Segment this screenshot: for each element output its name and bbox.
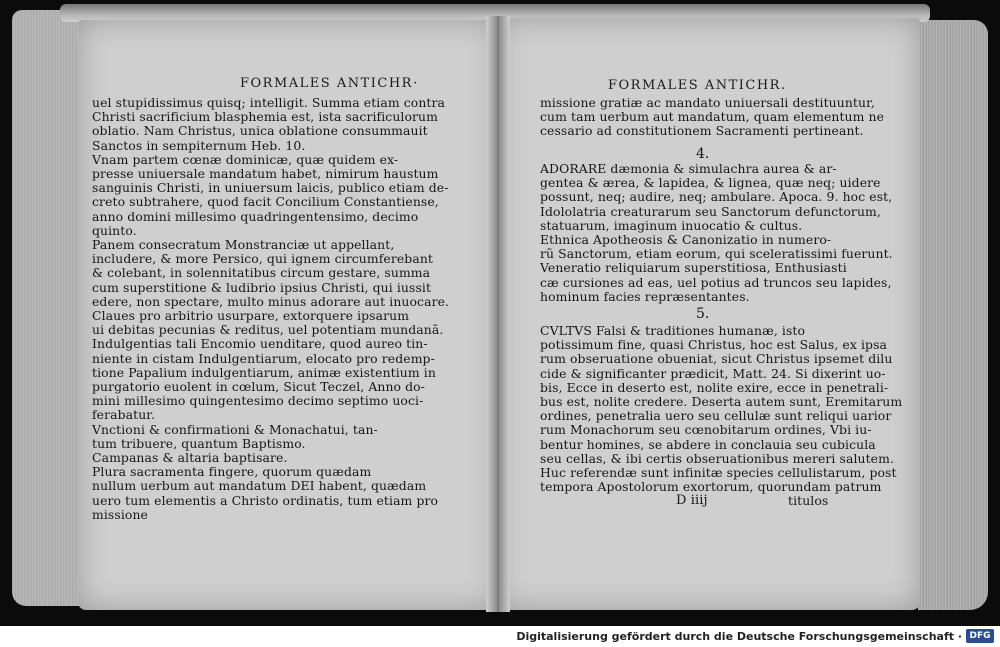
left-page-line: Claues pro arbitrio usurpare, extorquere ipsarum	[92, 309, 410, 324]
section-5-line: rum obseruatione obueniat, sicut Christus ipsemet dilu	[540, 352, 893, 367]
left-page-line: edere, non spectare, multo minus adorare aut inuocare.	[92, 294, 450, 309]
left-page-text	[92, 96, 470, 522]
section-5-line: bus est, nolite credere. Deserta autem sunt, Eremitarum	[540, 395, 903, 410]
section-number-4: 4.	[696, 146, 710, 162]
funding-credit: Digitalisierung gefördert durch die Deutsche Forschungsgemeinschaft ·	[516, 630, 962, 643]
left-page-line: mini millesimo quingentesimo decimo septimo uoci-	[92, 394, 424, 409]
left-page-line: missione	[92, 507, 148, 522]
signature-mark: D iiij	[676, 493, 708, 508]
section-4-line: cæ cursiones ad eas, uel potius ad truncos seu lapides,	[540, 275, 892, 290]
section-5-line: bis, Ecce in deserto est, nolite exire, ecce in penetrali-	[540, 380, 889, 395]
left-page-line: ferabatur.	[92, 408, 156, 423]
section-5-line: ordines, penetralia uero seu cellulæ sunt reliqui uarior	[540, 409, 892, 424]
left-page-line: Vnam partem cœnæ dominicæ, quæ quidem ex-	[92, 152, 399, 167]
left-page-line: quinto.	[92, 223, 137, 238]
section-number-5: 5.	[696, 306, 710, 322]
section-4-line: statuarum, imaginum inuocatio & cultus.	[540, 218, 803, 233]
left-page-edges	[12, 10, 82, 606]
section-5-line: CVLTVS Falsi & traditiones humanæ, isto	[540, 324, 806, 338]
left-running-head: FORMALES ANTICHR·	[240, 76, 419, 91]
left-page-line: anno domini millesimo quadringentensimo, decimo	[92, 209, 419, 224]
section-4-line: possunt, neq; audire, neq; ambulare. Apoca. 9. hoc est,	[540, 190, 893, 205]
left-page-line: purgatorio euolent in cœlum, Sicut Teczel, Anno do-	[92, 380, 426, 395]
left-page-line: uero tum elementis a Christo ordinatis, tum etiam pro	[92, 493, 439, 508]
left-page-line: oblatio. Nam Christus, unica oblatione consummauit	[92, 124, 428, 139]
section-5-line: seu cellas, & ibi certis obseruationibus mereri salutem.	[540, 451, 895, 466]
right-page-text-top	[540, 96, 912, 139]
section-4-line: rũ Sanctorum, etiam eorum, qui sceleratissimi fuerunt.	[540, 247, 893, 262]
right-running-head: FORMALES ANTICHR.	[608, 78, 787, 93]
left-page-line: tum tribuere, quantum Baptismo.	[92, 436, 306, 451]
left-page-line: & colebant, in solennitatibus circum gestare, summa	[92, 266, 431, 281]
right-page-line: cum tam uerbum aut mandatum, quam elementum ne	[540, 110, 885, 125]
section-5-line: tempora Apostolorum exortorum, quorundam patrum	[540, 480, 882, 495]
section-4-line: Idololatria creaturarum seu Sanctorum defunctorum,	[540, 204, 881, 219]
left-page-line: niente in cistam Indulgentiarum, elocato pro redemp-	[92, 351, 435, 366]
section-4-line: Veneratio reliquiarum superstitiosa, Enthusiasti	[540, 261, 847, 276]
section-5-line: rum Monachorum seu cœnobitarum ordines, Vbi iu-	[540, 423, 872, 438]
section-5-line: Huc referendæ sunt infinitæ species cellulistarum, post	[540, 466, 897, 481]
section-5-line: potissimum fine, quasi Christus, hoc est Salus, ex ipsa	[540, 338, 888, 353]
section-4-line: gentea & ærea, & lapidea, & lignea, quæ neq; uidere	[540, 176, 881, 191]
footer-bar	[0, 626, 1000, 647]
left-page-line: uel stupidissimus quisq; intelligit. Summa etiam contra	[92, 96, 446, 110]
left-page-line: Christi sacrificium blasphemia est, ista sacrificulorum	[92, 110, 438, 125]
right-page-edges	[918, 20, 988, 610]
left-page-line: includere, & more Persico, qui ignem circumferebant	[92, 252, 433, 267]
section-4-line: ADORARE dæmonia & simulachra aurea & ar-	[540, 162, 837, 176]
section-5-line: cide & significanter prædicit, Matt. 24. Si dixerint uo-	[540, 366, 886, 381]
left-page-line: Campanas & altaria baptisare.	[92, 451, 288, 466]
left-page-line: creto subtrahere, quod facit Concilium Constantiense,	[92, 195, 439, 210]
left-page-line: presse uniuersale mandatum habet, nimirum haustum	[92, 167, 439, 182]
left-page-line: cum superstitione & ludibrio ipsius Christi, qui iussit	[92, 280, 432, 295]
left-page-line: sanguinis Christi, in uniuersum laicis, publico etiam de-	[92, 181, 449, 196]
left-page-line: Vnctioni & confirmationi & Monachatui, tan-	[92, 422, 378, 437]
left-page-line: Sanctos in sempiternum Heb. 10.	[92, 138, 306, 153]
right-page-line: missione gratiæ ac mandato uniuersali destituuntur,	[540, 96, 875, 110]
left-page-line: Panem consecratum Monstranciæ ut appellant,	[92, 238, 395, 253]
left-page-line: Plura sacramenta fingere, quorum quædam	[92, 465, 372, 480]
left-page-line: nullum uerbum aut mandatum DEI habent, quædam	[92, 479, 427, 494]
section-4-line: hominum facies repræsentantes.	[540, 289, 750, 304]
left-page-line: tione Papalium indulgentiarum, animæ existentium in	[92, 365, 436, 380]
left-page-line: ui debitas pecunias & reditus, uel potentiam mundanã.	[92, 323, 444, 338]
catchword: titulos	[788, 493, 829, 508]
right-page-section-4	[540, 162, 912, 304]
dfg-logo-icon: DFG	[966, 629, 994, 643]
right-page-line: cessario ad constitutionem Sacramenti pertineant.	[540, 124, 864, 139]
book-gutter	[486, 16, 510, 612]
right-page-section-5	[540, 324, 912, 494]
section-5-line: bentur homines, se abdere in conclauia seu cubicula	[540, 437, 876, 452]
left-page-line: Indulgentias tali Encomio uenditare, quod aureo tin-	[92, 337, 428, 352]
section-4-line: Ethnica Apotheosis & Canonizatio in numero-	[540, 233, 832, 248]
